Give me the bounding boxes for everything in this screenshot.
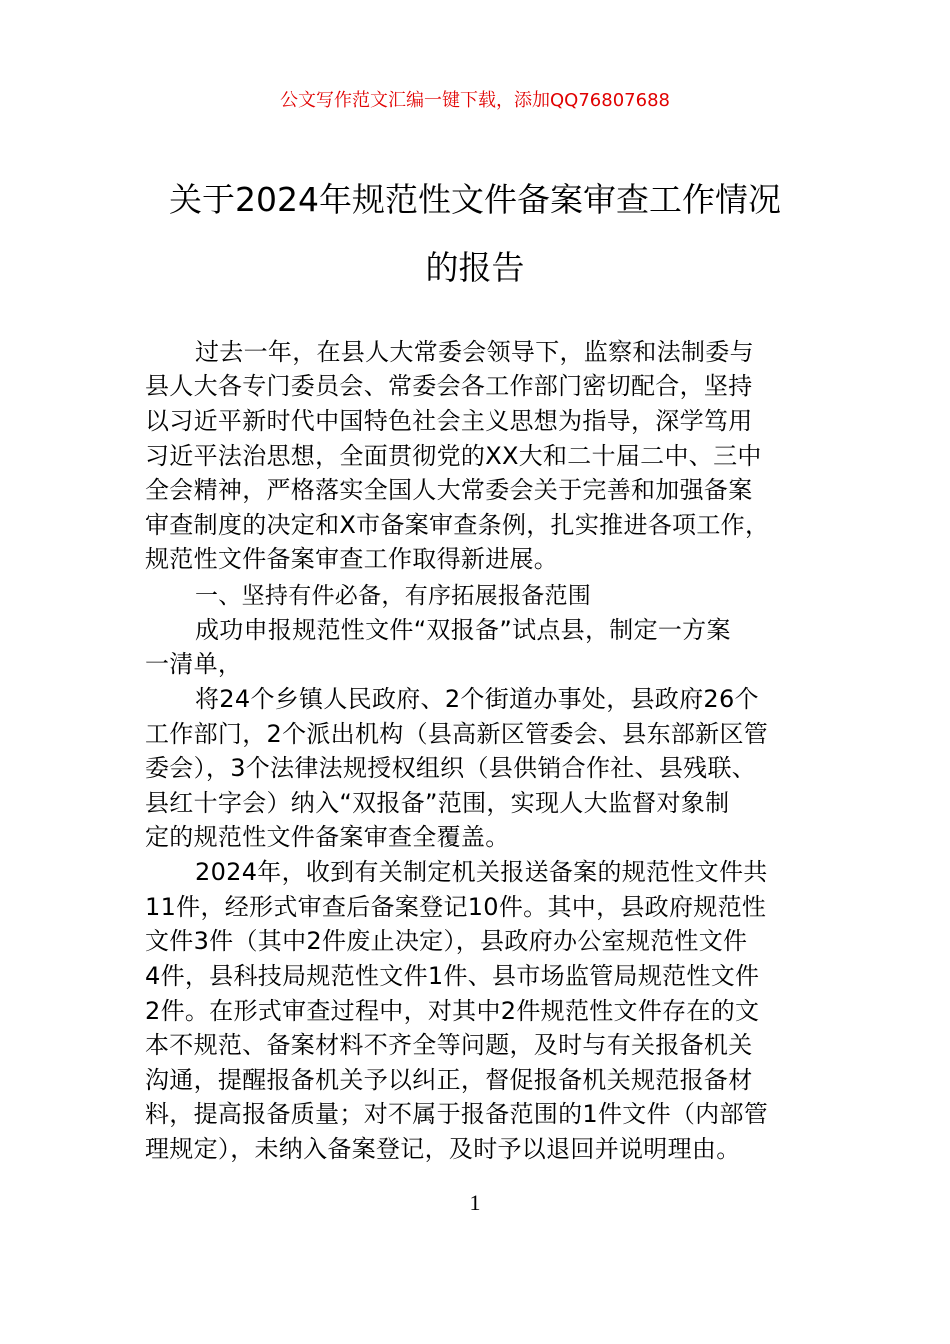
document-title-line-2: 的报告 (425, 248, 525, 287)
body-line: 将24个乡镇人民政府、2个街道办事处，县政府26个 (195, 685, 759, 713)
body-line: 委会），3个法律法规授权组织（县供销合作社、县残联、 (145, 754, 757, 782)
body-line: 以习近平新时代中国特色社会主义思想为指导，深学笃用 (145, 407, 753, 435)
body-line: 全会精神，严格落实全国人大常委会关于完善和加强备案 (145, 476, 753, 504)
body-line: 理规定），未纳入备案登记，及时予以退回并说明理由。 (145, 1135, 741, 1163)
body-line: 习近平法治思想，全面贯彻党的XX大和二十届二中、三中 (145, 442, 762, 470)
body-line: 过去一年，在县人大常委会领导下，监察和法制委与 (195, 338, 754, 366)
body-line: 2024年，收到有关制定机关报送备案的规范性文件共 (195, 858, 768, 886)
body-line: 审查制度的决定和X市备案审查条例，扎实推进各项工作， (145, 511, 770, 539)
body-line: 4件，县科技局规范性文件1件、县市场监管局规范性文件 (145, 962, 760, 990)
body-line: 县人大各专门委员会、常委会各工作部门密切配合，坚持 (145, 372, 753, 400)
body-line: 县红十字会）纳入“双报备”范围，实现人大监督对象制 (145, 789, 730, 817)
download-notice: 公文写作范文汇编一键下载，添加QQ76807688 (280, 90, 670, 111)
body-line: 工作部门，2个派出机构（县高新区管委会、县东部新区管 (145, 720, 769, 748)
page-number: 1 (469, 1190, 481, 1215)
body-line: 一清单， (145, 650, 243, 678)
body-line: 定的规范性文件备案审查全覆盖。 (145, 823, 510, 851)
body-line: 沟通，提醒报备机关予以纠正，督促报备机关规范报备材 (145, 1066, 753, 1094)
body-line: 11件，经形式审查后备案登记10件。其中，县政府规范性 (145, 893, 767, 921)
document-title-line-1: 关于2024年规范性文件备案审查工作情况 (169, 180, 781, 219)
body-line: 2件。在形式审查过程中，对其中2件规范性文件存在的文 (145, 997, 760, 1025)
body-line: 料，提高报备质量；对不属于报备范围的1件文件（内部管 (145, 1100, 769, 1128)
body-line: 成功申报规范性文件“双报备”试点县，制定一方案 (195, 616, 731, 644)
body-line: 规范性文件备案审查工作取得新进展。 (145, 545, 559, 573)
section-heading: 一、坚持有件必备，有序拓展报备范围 (195, 583, 592, 609)
body-line: 本不规范、备案材料不齐全等问题，及时与有关报备机关 (145, 1031, 753, 1059)
body-line: 文件3件（其中2件废止决定），县政府办公室规范性文件 (145, 927, 748, 955)
